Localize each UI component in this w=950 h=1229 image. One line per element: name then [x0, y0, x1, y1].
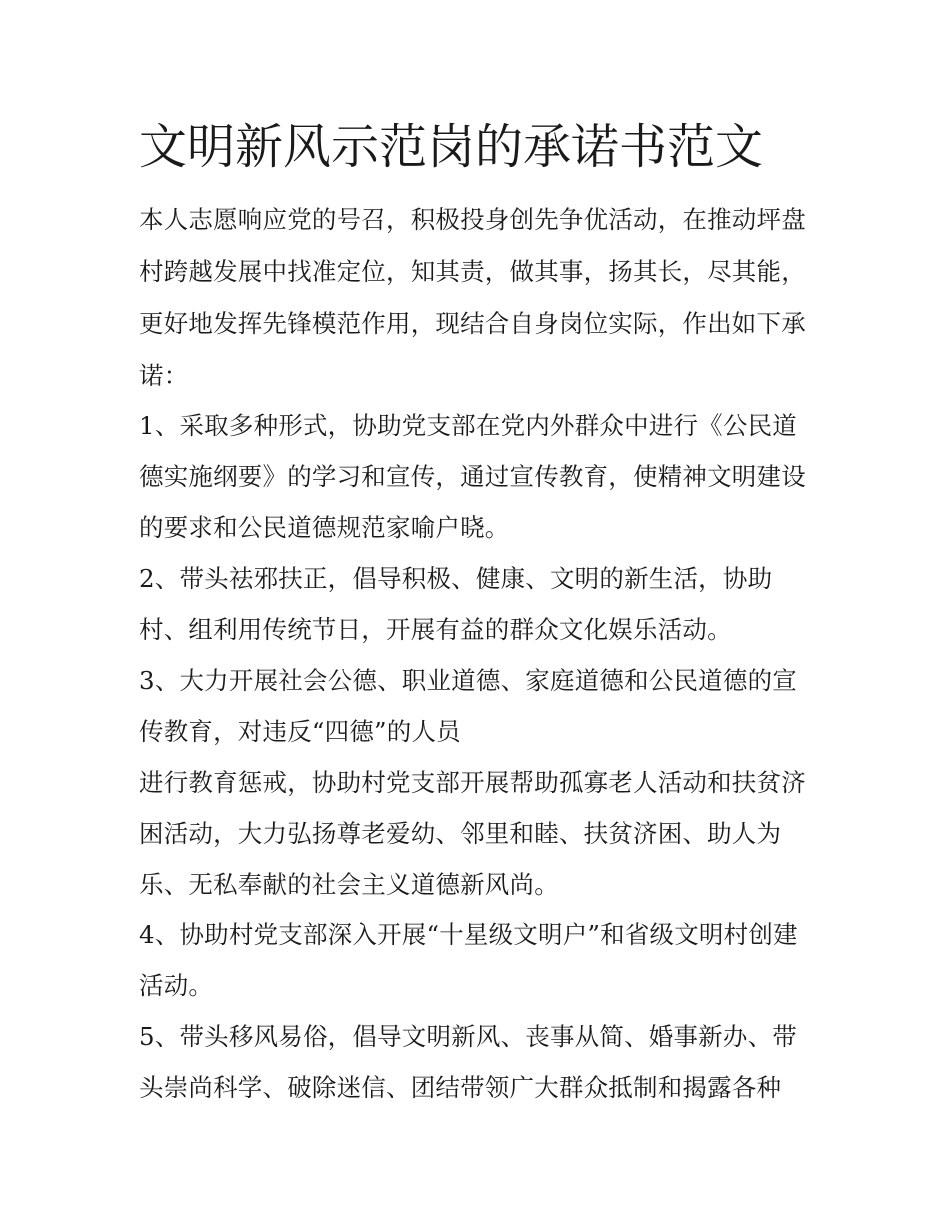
- body-line: 的要求和公民道德规范家喻户晓。: [139, 513, 510, 542]
- body-line: 传教育，对违反“四德”的人员: [139, 717, 461, 746]
- body-line: 头崇尚科学、破除迷信、团结带领广大群众抵制和揭露各种: [139, 1073, 782, 1102]
- body-line: 更好地发挥先锋模范作用，现结合自身岗位实际，作出如下承: [139, 309, 806, 338]
- body-line: 3、大力开展社会公德、职业道德、家庭道德和公民道德的宣: [139, 666, 797, 695]
- document-title: 文明新风示范岗的承诺书范文: [139, 119, 764, 175]
- body-line: 进行教育惩戒，协助村党支部开展帮助孤寡老人活动和扶贫济: [139, 768, 806, 797]
- body-line: 诺：: [139, 361, 189, 390]
- body-line: 2、带头祛邪扶正，倡导积极、健康、文明的新生活，协助: [139, 564, 773, 593]
- body-line: 乐、无私奉献的社会主义道德新风尚。: [139, 870, 559, 899]
- body-line: 1、采取多种形式，协助党支部在党内外群众中进行《公民道: [139, 411, 797, 440]
- body-line: 困活动，大力弘扬尊老爱幼、邻里和睦、扶贫济困、助人为: [139, 819, 782, 848]
- body-line: 活动。: [139, 971, 214, 1000]
- body-line: 本人志愿响应党的号召，积极投身创先争优活动，在推动坪盘: [139, 205, 806, 234]
- body-line: 5、带头移风易俗，倡导文明新风、丧事从简、婚事新办、带: [139, 1022, 797, 1051]
- body-line: 德实施纲要》的学习和宣传，通过宣传教育，使精神文明建设: [139, 462, 806, 491]
- body-line: 村、组利用传统节日，开展有益的群众文化娱乐活动。: [139, 615, 732, 644]
- body-line: 村跨越发展中找准定位，知其责，做其事，扬其长，尽其能，: [139, 257, 806, 286]
- body-line: 4、协助村党支部深入开展“十星级文明户”和省级文明村创建: [139, 920, 798, 949]
